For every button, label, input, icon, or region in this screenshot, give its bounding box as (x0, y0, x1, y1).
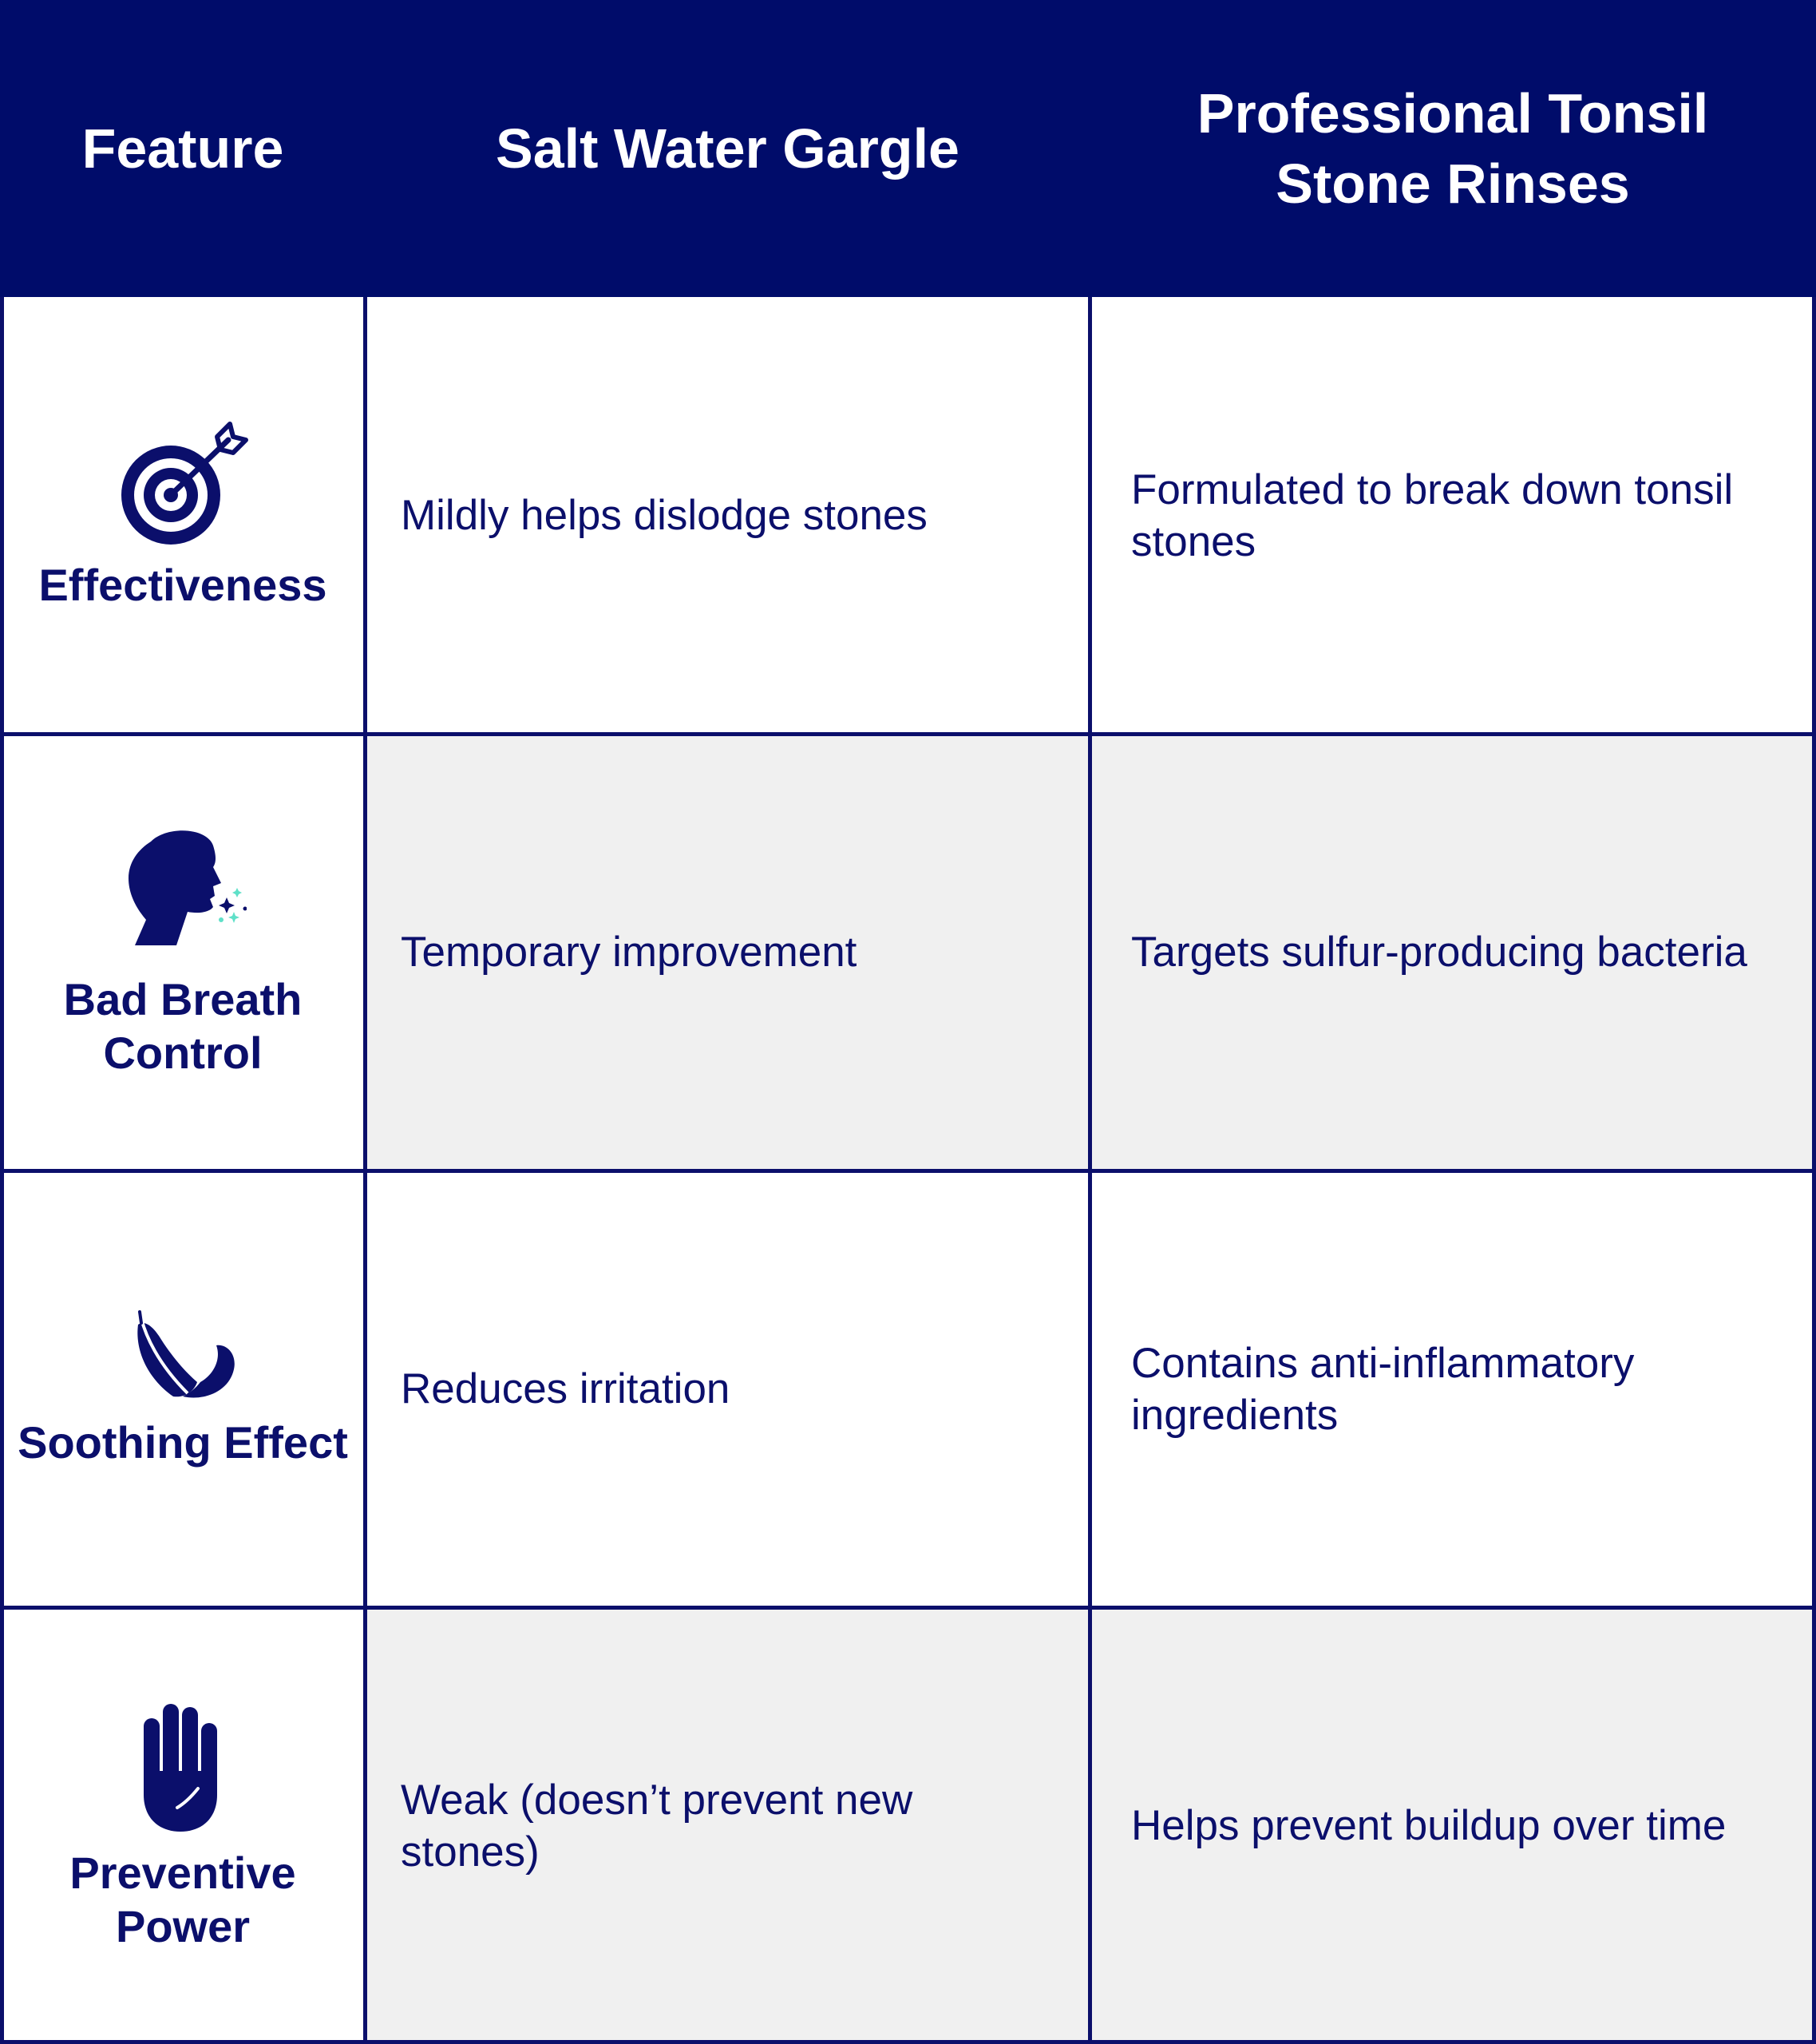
feature-cell (0, 297, 366, 734)
salt-water-text: Mildly helps dislodge stones (401, 492, 928, 539)
salt-water-cell (366, 1171, 1090, 1607)
salt-water-text: Weak (doesn’t prevent new stones) (401, 1776, 913, 1876)
feature-cell (0, 1171, 366, 1607)
professional-cell (1090, 734, 1816, 1171)
feature-label: Effectiveness (38, 560, 327, 610)
feature-cell (0, 1607, 366, 2044)
professional-text: Formulated to break down tonsil stones (1131, 465, 1734, 565)
professional-text: Contains anti-inflammatory ingredients (1131, 1339, 1635, 1439)
header-professional-rinses: Professional Tonsil Stone Rinses (1197, 82, 1709, 215)
target-arrow-icon (115, 419, 251, 547)
salt-water-text: Temporary improvement (401, 929, 857, 976)
salt-water-cell (366, 734, 1090, 1171)
table-header (0, 0, 1816, 297)
professional-cell (1090, 1607, 1816, 2044)
salt-water-cell (366, 1607, 1090, 2044)
table-row (0, 1607, 1816, 2044)
professional-text: Helps prevent buildup over time (1131, 1802, 1727, 1849)
table-row (0, 297, 1816, 734)
salt-water-text: Reduces irritation (401, 1365, 730, 1412)
salt-water-cell (366, 297, 1090, 734)
header-salt-water-gargle: Salt Water Gargle (496, 117, 959, 180)
table-row (0, 734, 1816, 1171)
feature-label: Bad Breath Control (63, 973, 303, 1078)
professional-text: Targets sulfur-producing bacteria (1131, 929, 1747, 976)
feature-label: Soothing Effect (18, 1417, 348, 1468)
table-row (0, 1171, 1816, 1607)
professional-cell (1090, 1171, 1816, 1607)
grid-line (0, 1606, 1816, 1610)
grid-line (0, 1169, 1816, 1173)
feather-icon (127, 1309, 239, 1404)
grid-line (0, 732, 1816, 736)
professional-cell (1090, 297, 1816, 734)
feature-label: Preventive Power (69, 1847, 296, 1951)
grid-line (0, 2040, 1816, 2044)
feature-cell (0, 734, 366, 1171)
head-breath-icon (119, 826, 247, 961)
raised-hand-icon (139, 1699, 227, 1835)
header-feature: Feature (81, 117, 284, 180)
